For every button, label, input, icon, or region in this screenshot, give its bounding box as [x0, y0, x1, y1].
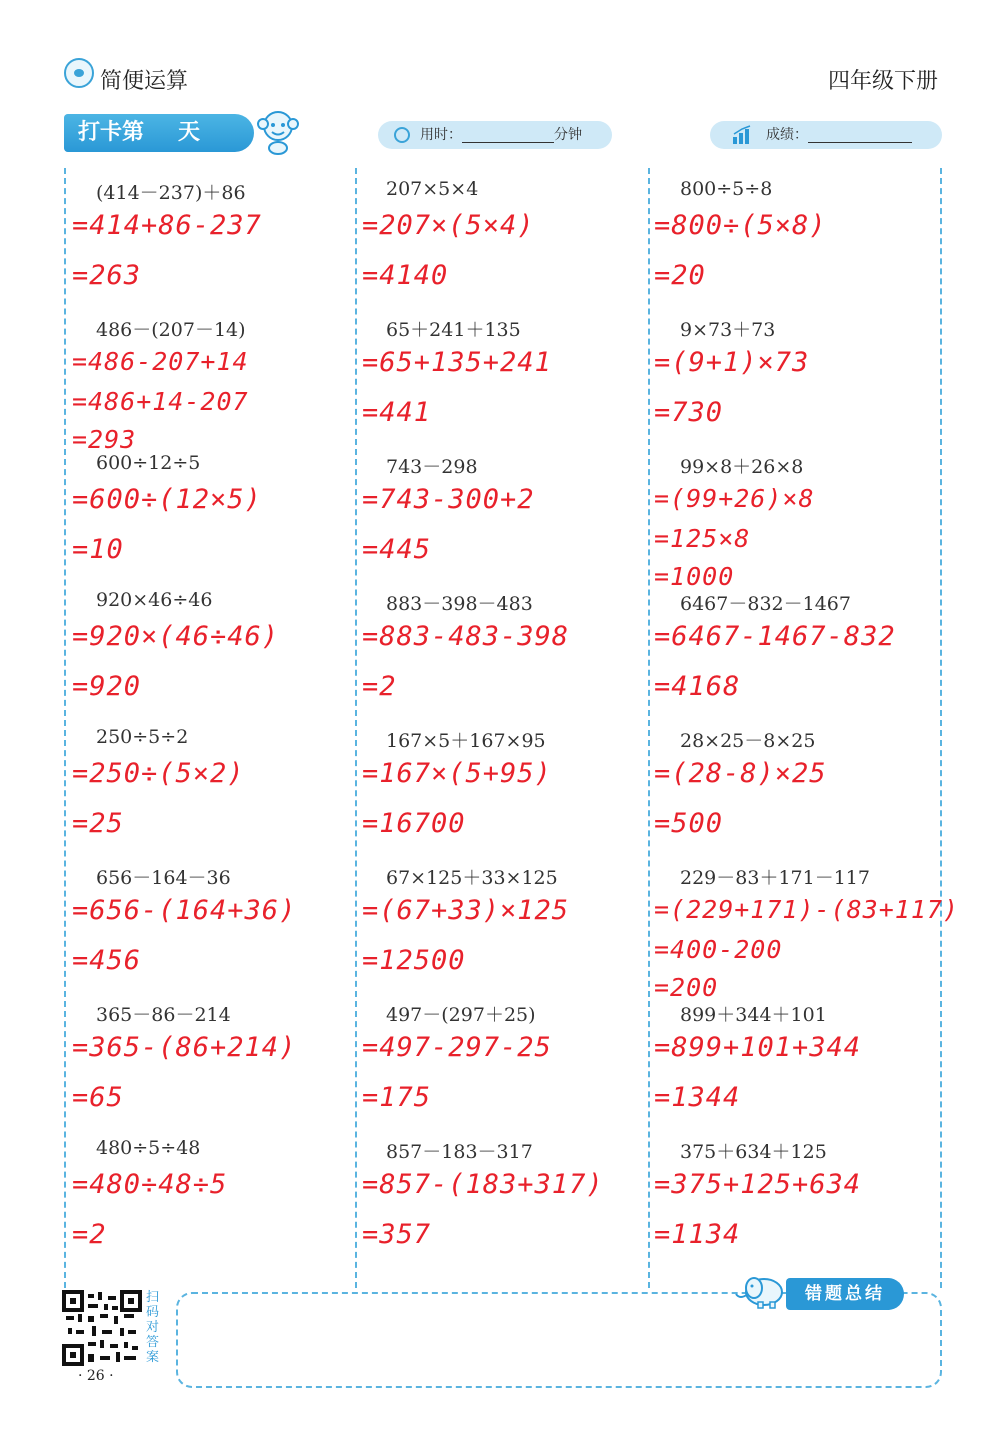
- problem-question: 743－298: [386, 456, 478, 478]
- handwritten-answer-step: =743-300+2: [362, 484, 535, 515]
- handwritten-answer-step: =800÷(5×8): [654, 210, 827, 241]
- handwritten-answer-step: =65+135+241: [362, 347, 552, 378]
- handwritten-answer-step: =207×(5×4): [362, 210, 535, 241]
- score-field: [710, 121, 942, 149]
- handwritten-answer-step: =883-483-398: [362, 621, 570, 652]
- handwritten-answer-step: =263: [72, 260, 142, 291]
- page-number: · 26 ·: [78, 1368, 114, 1384]
- problem-question: 207×5×4: [386, 178, 479, 200]
- problem-question: 9×73＋73: [680, 319, 776, 341]
- book-title: 简便运算: [100, 69, 189, 94]
- time-unit: 分钟: [554, 127, 582, 143]
- handwritten-answer-step: =1344: [654, 1082, 741, 1113]
- monkey-mascot-icon: [252, 106, 304, 156]
- problem-question: 600÷12÷5: [96, 452, 201, 474]
- handwritten-answer-step: =441: [362, 397, 432, 428]
- handwritten-answer-step: =16700: [362, 808, 466, 839]
- checkin-day-banner: [64, 114, 254, 152]
- handwritten-answer-step: =445: [362, 534, 432, 565]
- handwritten-answer-step: =25: [72, 808, 124, 839]
- handwritten-answer-step: =(67+33)×125: [362, 895, 570, 926]
- qr-code-icon: [62, 1290, 142, 1366]
- problem-question: 800÷5÷8: [680, 178, 773, 200]
- score-label: 成绩：: [766, 127, 808, 143]
- handwritten-answer-step: =(229+171)-(83+117): [654, 895, 959, 924]
- handwritten-answer-step: =167×(5+95): [362, 758, 552, 789]
- handwritten-answer-step: =65: [72, 1082, 124, 1113]
- problem-question: 375＋634＋125: [680, 1141, 827, 1163]
- handwritten-answer-step: =920: [72, 671, 142, 702]
- clock-icon: [394, 127, 410, 143]
- column-divider-2: [648, 168, 650, 1288]
- handwritten-answer-step: =365-(86+214): [72, 1032, 297, 1063]
- column-divider-1: [355, 168, 357, 1288]
- handwritten-answer-step: =2: [362, 671, 397, 702]
- handwritten-answer-step: =6467-1467-832: [654, 621, 896, 652]
- problem-question: 920×46÷46: [96, 589, 213, 611]
- problem-question: 28×25－8×25: [680, 730, 816, 752]
- handwritten-answer-step: =400-200: [654, 935, 783, 964]
- problem-question: 486－(207－14): [96, 319, 246, 341]
- handwritten-answer-step: =250÷(5×2): [72, 758, 245, 789]
- handwritten-answer-step: =200: [654, 973, 719, 1002]
- handwritten-answer-step: =497-297-25: [362, 1032, 552, 1063]
- handwritten-answer-step: =20: [654, 260, 706, 291]
- grade-label: 四年级下册: [827, 69, 938, 94]
- handwritten-answer-step: =857-(183+317): [362, 1169, 604, 1200]
- checkin-suffix: 天: [178, 120, 201, 145]
- time-blank-line: [462, 128, 554, 143]
- problem-question: 229－83＋171－117: [680, 867, 870, 889]
- problem-question: 480÷5÷48: [96, 1137, 201, 1159]
- problem-question: 883－398－483: [386, 593, 533, 615]
- handwritten-answer-step: =(9+1)×73: [654, 347, 810, 378]
- scan-for-answers-text: 扫码对答案: [146, 1290, 160, 1365]
- score-blank-line: [808, 128, 912, 143]
- handwritten-answer-step: =600÷(12×5): [72, 484, 262, 515]
- handwritten-answer-step: =1000: [654, 562, 735, 591]
- column-border-left: [64, 168, 66, 1288]
- lion-logo-icon: [64, 58, 94, 88]
- handwritten-answer-step: =486+14-207: [72, 387, 249, 416]
- problem-question: 6467－832－1467: [680, 593, 851, 615]
- handwritten-answer-step: =656-(164+36): [72, 895, 297, 926]
- time-label: 用时：: [420, 127, 462, 143]
- handwritten-answer-step: =125×8: [654, 524, 751, 553]
- handwritten-answer-step: =480÷48÷5: [72, 1169, 228, 1200]
- problem-question: 99×8＋26×8: [680, 456, 804, 478]
- problem-question: 899＋344＋101: [680, 1004, 827, 1026]
- handwritten-answer-step: =10: [72, 534, 124, 565]
- handwritten-answer-step: =357: [362, 1219, 432, 1250]
- problem-question: 365－86－214: [96, 1004, 231, 1026]
- handwritten-answer-step: =175: [362, 1082, 432, 1113]
- problem-question: 857－183－317: [386, 1141, 533, 1163]
- time-field: [378, 121, 612, 149]
- problem-question: 65＋241＋135: [386, 319, 521, 341]
- handwritten-answer-step: =456: [72, 945, 142, 976]
- handwritten-answer-step: =4140: [362, 260, 449, 291]
- handwritten-answer-step: =920×(46÷46): [72, 621, 280, 652]
- handwritten-answer-step: =414+86-237: [72, 210, 262, 241]
- handwritten-answer-step: =(99+26)×8: [654, 484, 815, 513]
- handwritten-answer-step: =730: [654, 397, 724, 428]
- handwritten-answer-step: =486-207+14: [72, 347, 249, 376]
- elephant-mascot-icon: [732, 1272, 788, 1310]
- handwritten-answer-step: =293: [72, 425, 137, 454]
- handwritten-answer-step: =500: [654, 808, 724, 839]
- problem-question: 656－164－36: [96, 867, 231, 889]
- problem-question: (414－237)＋86: [96, 182, 246, 204]
- checkin-prefix: 打卡第: [78, 120, 145, 145]
- handwritten-answer-step: =12500: [362, 945, 466, 976]
- handwritten-answer-step: =2: [72, 1219, 107, 1250]
- problem-question: 497－(297＋25): [386, 1004, 536, 1026]
- handwritten-answer-step: =(28-8)×25: [654, 758, 827, 789]
- problem-question: 67×125＋33×125: [386, 867, 558, 889]
- problem-question: 250÷5÷2: [96, 726, 189, 748]
- bar-chart-icon: [732, 125, 754, 145]
- handwritten-answer-step: =1134: [654, 1219, 741, 1250]
- problem-question: 167×5＋167×95: [386, 730, 546, 752]
- handwritten-answer-step: =4168: [654, 671, 741, 702]
- column-border-right: [940, 168, 942, 1288]
- handwritten-answer-step: =899+101+344: [654, 1032, 862, 1063]
- mistake-summary-label: 错题总结: [786, 1278, 904, 1310]
- handwritten-answer-step: =375+125+634: [654, 1169, 862, 1200]
